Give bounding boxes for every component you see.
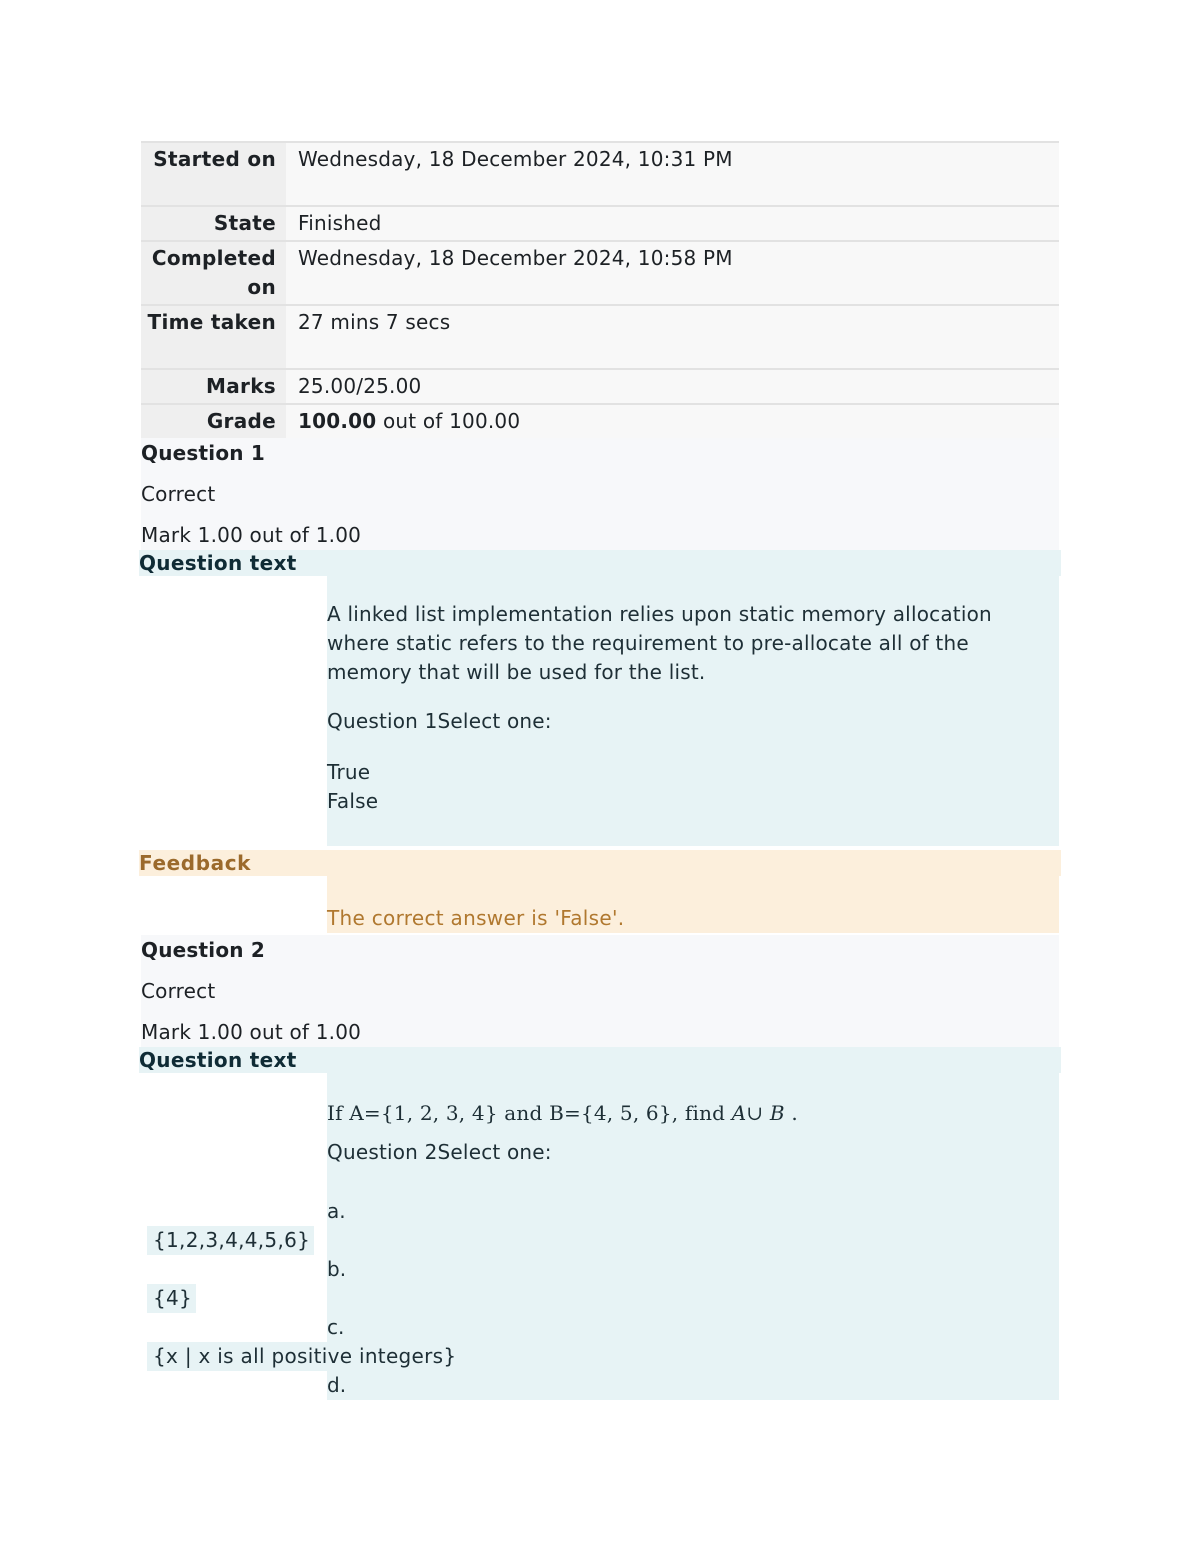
question-1-body xyxy=(327,576,1059,846)
question-2-option-b[interactable] xyxy=(139,1284,1059,1313)
summary-row-time-taken xyxy=(141,305,1059,369)
grade-score: 100.00 xyxy=(298,409,377,433)
question-2-mark: Mark 1.00 out of 1.00 xyxy=(141,1020,362,1044)
question-2-math: A∪ B xyxy=(731,1101,785,1125)
question-2-option-c-text[interactable]: {x | x is all positive integers} xyxy=(147,1342,460,1371)
question-1-feedback-heading: Feedback xyxy=(139,850,1061,876)
summary-value-state: Finished xyxy=(286,206,1059,241)
grade-out-of: out of 100.00 xyxy=(376,409,521,433)
question-1-mark: Mark 1.00 out of 1.00 xyxy=(141,523,362,547)
question-1-option-false[interactable]: False xyxy=(327,789,379,813)
summary-row-grade xyxy=(141,404,1059,438)
attempt-summary-table xyxy=(141,141,1059,438)
question-1-options xyxy=(327,758,1059,816)
question-1-text: A linked list implementation relies upon static memory allocation where static refers to the requirement to pre-allocate all of the memory that will be used for the list. xyxy=(327,602,992,684)
summary-value-time-taken: 27 mins 7 secs xyxy=(286,305,1059,369)
summary-row-completed xyxy=(141,241,1059,305)
question-1-prompt: Question 1Select one: xyxy=(327,709,552,733)
question-2-number-label: Question xyxy=(141,938,251,962)
summary-row-marks xyxy=(141,369,1059,404)
question-1-content xyxy=(139,550,1059,846)
question-2-state: Correct xyxy=(141,979,216,1003)
question-2-number-value: 2 xyxy=(250,938,265,962)
question-1-number xyxy=(141,438,1059,468)
summary-label-started: Started on xyxy=(141,142,286,206)
question-2-option-c[interactable] xyxy=(139,1342,1059,1371)
question-2-body xyxy=(327,1073,1059,1173)
summary-label-state: State xyxy=(141,206,286,241)
summary-label-grade: Grade xyxy=(141,404,286,438)
question-2-option-a[interactable] xyxy=(139,1226,1059,1255)
question-2-text-post: . xyxy=(784,1101,798,1125)
summary-value-started: Wednesday, 18 December 2024, 10:31 PM xyxy=(286,142,1059,206)
question-2-prompt: Question 2Select one: xyxy=(327,1140,552,1164)
summary-row-started xyxy=(141,142,1059,206)
question-1-option-true[interactable]: True xyxy=(327,760,371,784)
question-1-number-label: Question xyxy=(141,441,251,465)
summary-row-state xyxy=(141,206,1059,241)
question-2-option-a-text[interactable]: {1,2,3,4,4,5,6} xyxy=(147,1226,314,1255)
question-2-option-d-letter: d. xyxy=(327,1371,1059,1400)
question-1-text-heading: Question text xyxy=(139,550,1061,576)
summary-value-grade xyxy=(286,404,1059,438)
question-2-number xyxy=(141,935,1059,965)
question-1-state: Correct xyxy=(141,482,216,506)
quiz-review-page xyxy=(141,141,1059,1400)
question-1-feedback-text: The correct answer is 'False'. xyxy=(327,906,625,930)
summary-value-completed: Wednesday, 18 December 2024, 10:58 PM xyxy=(286,241,1059,305)
question-1-number-value: 1 xyxy=(250,441,265,465)
question-2-content xyxy=(139,1047,1059,1400)
question-2-option-b-letter: b. xyxy=(327,1255,1059,1284)
question-2-option-a-letter: a. xyxy=(327,1197,1059,1226)
question-1-feedback xyxy=(327,876,1059,933)
question-2-option-c-letter: c. xyxy=(327,1313,1059,1342)
question-2-option-b-text[interactable]: {4} xyxy=(147,1284,196,1313)
question-2-text-heading: Question text xyxy=(139,1047,1061,1073)
summary-label-time-taken: Time taken xyxy=(141,305,286,369)
question-2-info xyxy=(141,935,1059,1047)
question-2-text xyxy=(327,1099,1059,1128)
summary-label-completed: Completed on xyxy=(141,241,286,305)
question-2-text-pre: If A={1, 2, 3, 4} and B={4, 5, 6}, find xyxy=(327,1101,732,1125)
summary-value-marks: 25.00/25.00 xyxy=(286,369,1059,404)
question-1-info xyxy=(141,438,1059,550)
summary-label-marks: Marks xyxy=(141,369,286,404)
